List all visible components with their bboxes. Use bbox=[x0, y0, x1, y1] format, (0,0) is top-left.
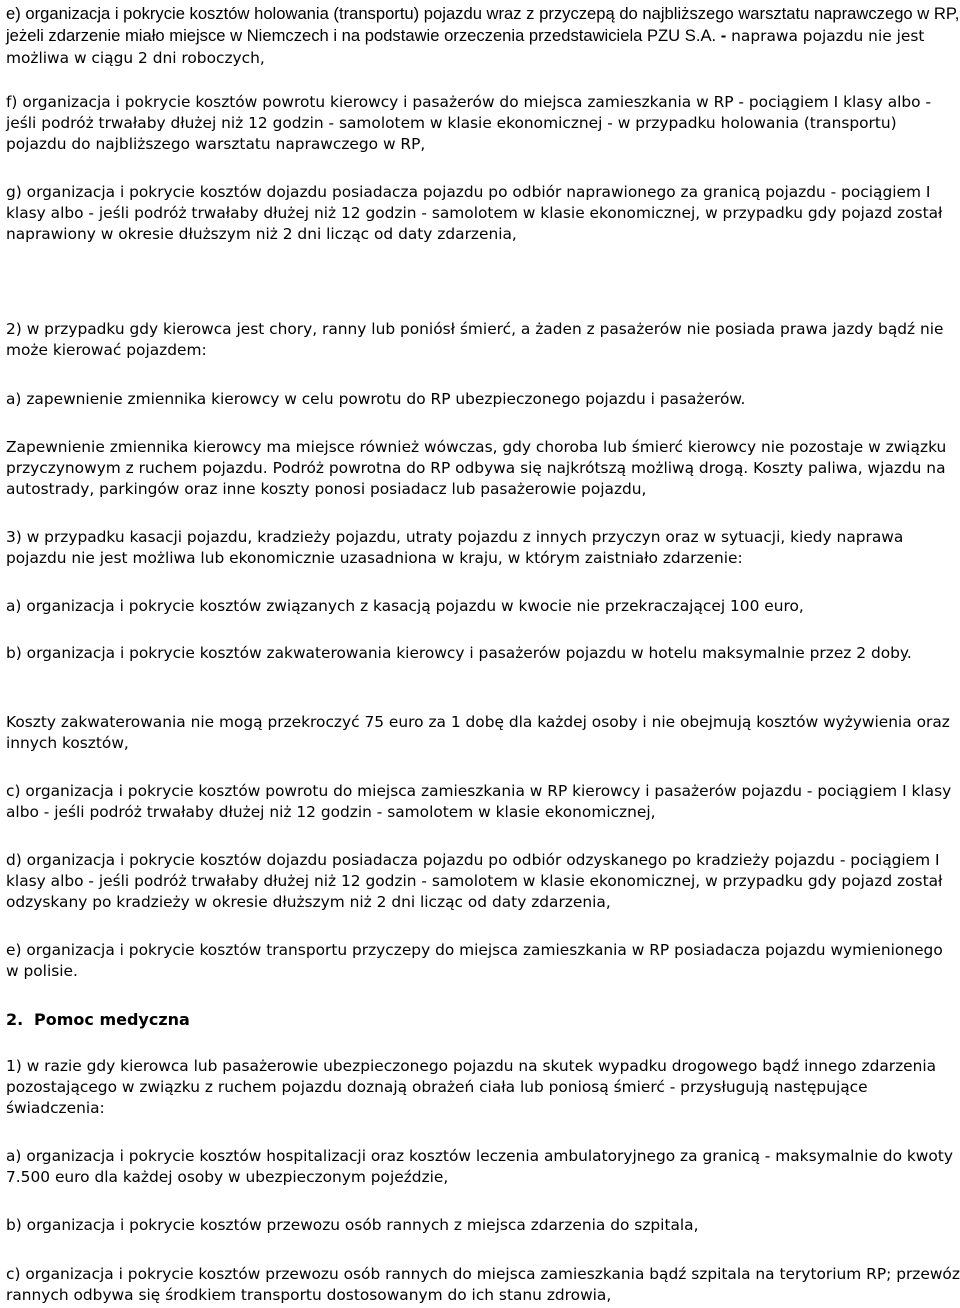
paragraph-accommodation-limit: Koszty zakwaterowania nie mogą przekroczyć 75 euro za 1 dobę dla każdej osoby i nie obejmują kosztów wyżywienia oraz innych kosztów, bbox=[6, 713, 950, 752]
paragraph-e-towing bbox=[6, 3, 960, 70]
paragraph-3-scrapping: 3) w przypadku kasacji pojazdu, kradzieży pojazdu, utraty pojazdu z innych przyczyn oraz w sytuacji, kiedy naprawa pojazdu nie jest możliwa lub ekonomicznie uzasadniona w kraju, w którym zaistniało zdarzenie: bbox=[6, 528, 904, 567]
paragraph-d-recovered-vehicle: d) organizacja i pokrycie kosztów dojazdu posiadacza pojazdu po odbiór odzyskanego po kradzieży pojazdu - pociągiem I klasy albo - jeśli podróż trwałaby dłużej niż 12 godzin - samolotem w klasie ekonomicznej, w przypadku gdy pojazd został odzyskany po kradzieży w okresie dłuższym niż 2 dni licząc od daty zdarzenia, bbox=[6, 851, 943, 911]
paragraph-b-accommodation: b) organizacja i pokrycie kosztów zakwaterowania kierowcy i pasażerów pojazdu w hotelu maksymalnie przez 2 doby. bbox=[6, 644, 912, 662]
paragraph-b-transport-to-hospital: b) organizacja i pokrycie kosztów przewozu osób rannych z miejsca zdarzenia do szpitala, bbox=[6, 1216, 699, 1234]
paragraph-e-text-b: naprawa pojazdu nie jest możliwa w ciągu 2 dni roboczych, bbox=[6, 26, 925, 67]
section-heading-medical-help bbox=[6, 1009, 960, 1030]
paragraph-a-scrapping-costs: a) organizacja i pokrycie kosztów związanych z kasacją pojazdu w kwocie nie przekraczającej 100 euro, bbox=[6, 597, 804, 615]
paragraph-a-substitute-driver: a) zapewnienie zmiennika kierowcy w celu powrotu do RP ubezpieczonego pojazdu i pasażerów. bbox=[6, 390, 746, 408]
section-number: 2. bbox=[6, 1010, 24, 1029]
paragraph-f-return: f) organizacja i pokrycie kosztów powrotu kierowcy i pasażerów do miejsca zamieszkania w RP - pociągiem I klasy albo - jeśli podróż trwałaby dłużej niż 12 godzin - samolotem w klasie ekonomicznej - w przypadku holowania (transportu) pojazdu do najbliższego warsztatu naprawczego w RP, bbox=[6, 93, 932, 153]
paragraph-e-trailer: e) organizacja i pokrycie kosztów transportu przyczepy do miejsca zamieszkania w RP posiadacza pojazdu wymienionego w polisie. bbox=[6, 941, 943, 980]
paragraph-substitute-details: Zapewnienie zmiennika kierowcy ma miejsce również wówczas, gdy choroba lub śmierć kierowcy nie pozostaje w związku przyczynowym z ruchem pojazdu. Podróż powrotna do RP odbywa się najkrótszą możliwą drogą. Koszty paliwa, wjazdu na autostrady, parkingów oraz inne koszty ponosi posiadacz lub pasażerowie pojazdu, bbox=[6, 438, 947, 498]
paragraph-2-driver-ill: 2) w przypadku gdy kierowca jest chory, ranny lub poniósł śmierć, a żaden z pasażerów nie posiada prawa jazdy bądź nie może kierować pojazdem: bbox=[6, 320, 944, 359]
paragraph-c-transport-home: c) organizacja i pokrycie kosztów przewozu osób rannych do miejsca zamieszkania bądź szpitala na terytorium RP; przewóz rannych odbywa się środkiem transportu dostosowanym do ich stanu zdrowia, bbox=[6, 1265, 960, 1304]
paragraph-e-text-a: e) organizacja i pokrycie kosztów holowania (transportu) pojazdu wraz z przyczepą do najbliższego warsztatu naprawczego w RP, jeżeli zdarzenie miało miejsce w Niemczech i na podstawie orzeczenia przedstawiciela PZU S.A. bbox=[6, 4, 960, 45]
paragraph-g-pickup: g) organizacja i pokrycie kosztów dojazdu posiadacza pojazdu po odbiór naprawionego za granicą pojazdu - pociągiem I klasy albo - jeśli podróż trwałaby dłużej niż 12 godzin - samolotem w klasie ekonomicznej, w przypadku gdy pojazd został naprawiony w okresie dłuższym niż 2 dni licząc od daty zdarzenia, bbox=[6, 183, 943, 243]
paragraph-c-return-home: c) organizacja i pokrycie kosztów powrotu do miejsca zamieszkania w RP kierowcy i pasażerów pojazdu - pociągiem I klasy albo - jeśli podróż trwałaby dłużej niż 12 godzin - samolotem w klasie ekonomicznej, bbox=[6, 782, 952, 821]
section-title: Pomoc medyczna bbox=[34, 1010, 190, 1029]
paragraph-e-dash: - bbox=[720, 25, 727, 45]
paragraph-a-hospitalization: a) organizacja i pokrycie kosztów hospitalizacji oraz kosztów leczenia ambulatoryjnego za granicą - maksymalnie do kwoty 7.500 euro dla każdej osoby w ubezpieczonym pojeździe, bbox=[6, 1147, 953, 1186]
paragraph-1-injuries: 1) w razie gdy kierowca lub pasażerowie ubezpieczonego pojazdu na skutek wypadku drogowego bądź innego zdarzenia pozostającego w związku z ruchem pojazdu doznają obrażeń ciała lub poniosą śmierć - przysługują następujące świadczenia: bbox=[6, 1057, 937, 1117]
